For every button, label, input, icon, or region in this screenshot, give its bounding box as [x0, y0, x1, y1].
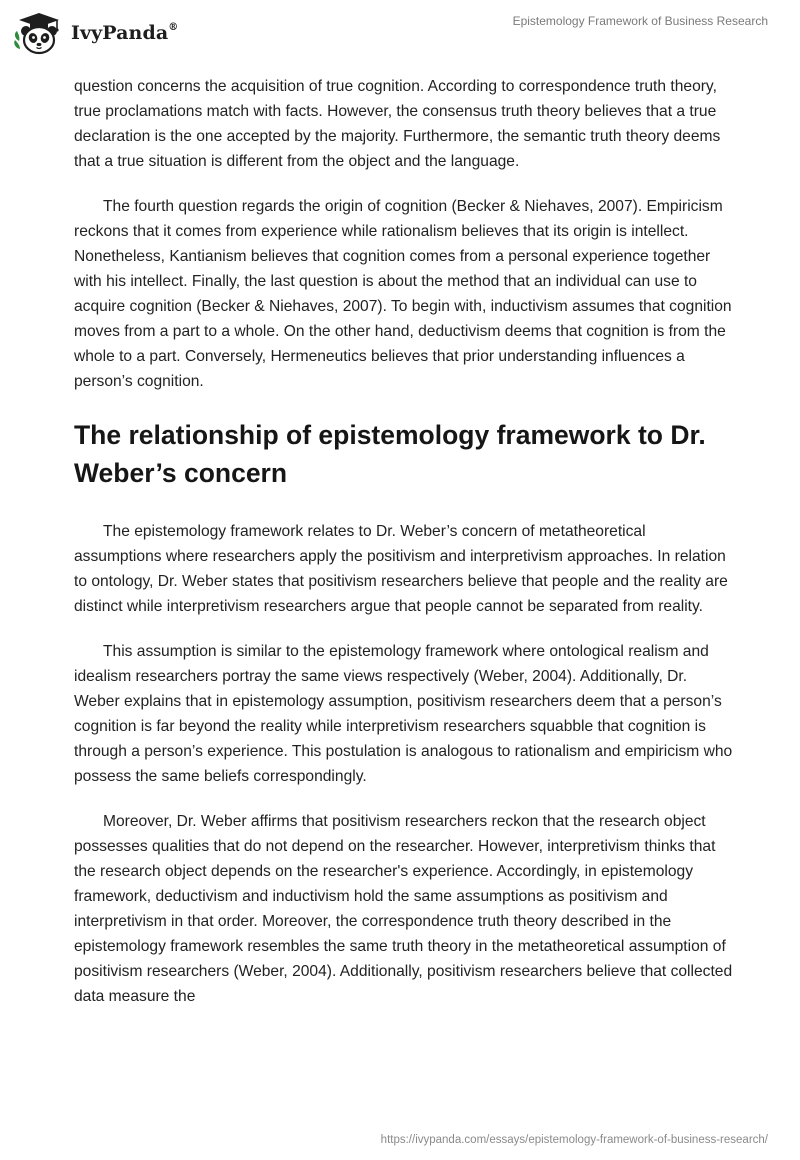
paragraph: The fourth question regards the origin of cognition (Becker & Niehaves, 2007). Empiricism reckons that it comes from experience while rationalism believes that its origin is intellect. Nonetheless, Kantianism believes that cognition comes from a personal experience together with his intellect. Finally, the last question is about the method that an individual can use to acquire cognition (Becker & Niehaves, 2007). To begin with, inductivism assumes that cognition moves from a part to a whole. On the other hand, deductivism deems that cognition is from the whole to a part. Conversely, Hermeneutics believes that prior understanding influences a person’s cognition.: [74, 198, 732, 390]
page-header: [0, 0, 800, 70]
paragraph: The epistemology framework relates to Dr. Weber’s concern of metatheoretical assumptions where researchers apply the positivism and interpretivism approaches. In relation to ontology, Dr. Weber states that positivism researchers believe that people and the reality are distinct while interpretivism researchers argue that people cannot be separated from reality.: [74, 523, 728, 615]
paragraph-continuation: question concerns the acquisition of true cognition. According to correspondence truth theory, true proclamations match with facts. However, the consensus truth theory believes that a true declaration is the one accepted by the majority. Furthermore, the semantic truth theory deems that a true situation is different from the object and the language.: [74, 78, 721, 170]
ivypanda-logo[interactable]: [13, 9, 193, 57]
panda-graduate-icon: [13, 11, 65, 55]
paragraph: This assumption is similar to the epistemology framework where ontological realism and idealism researchers portray the same views respectively (Weber, 2004). Additionally, Dr. Weber explains that in epistemology assumption, positivism researchers deem that a person’s cognition is far beyond the reality while interpretivism researchers squabble that cognition is through a person’s experience. This postulation is analogous to rationalism and empiricism who possess the same beliefs correspondingly.: [74, 643, 733, 785]
brand-name: IvyPanda®: [71, 21, 179, 44]
document-title: Epistemology Framework of Business Research: [512, 14, 768, 28]
paragraph: Moreover, Dr. Weber affirms that positivism researchers reckon that the research object possesses qualities that do not depend on the researcher. However, interpretivism thinks that the research object depends on the researcher's experience. Accordingly, in epistemology framework, deductivism and inductivism hold the same assumptions as positivism and interpretivism in that order. Moreover, the correspondence truth theory described in the epistemology framework resembles the same truth theory in the metatheoretical assumption of positivism researchers (Weber, 2004). Additionally, positivism researchers believe that collected data measure the: [74, 813, 733, 1005]
essay-body: [74, 74, 734, 1009]
source-url[interactable]: https://ivypanda.com/essays/epistemology-framework-of-business-research/: [380, 1134, 768, 1146]
section-heading: The relationship of epistemology framework to Dr. Weber’s concern: [74, 420, 706, 488]
